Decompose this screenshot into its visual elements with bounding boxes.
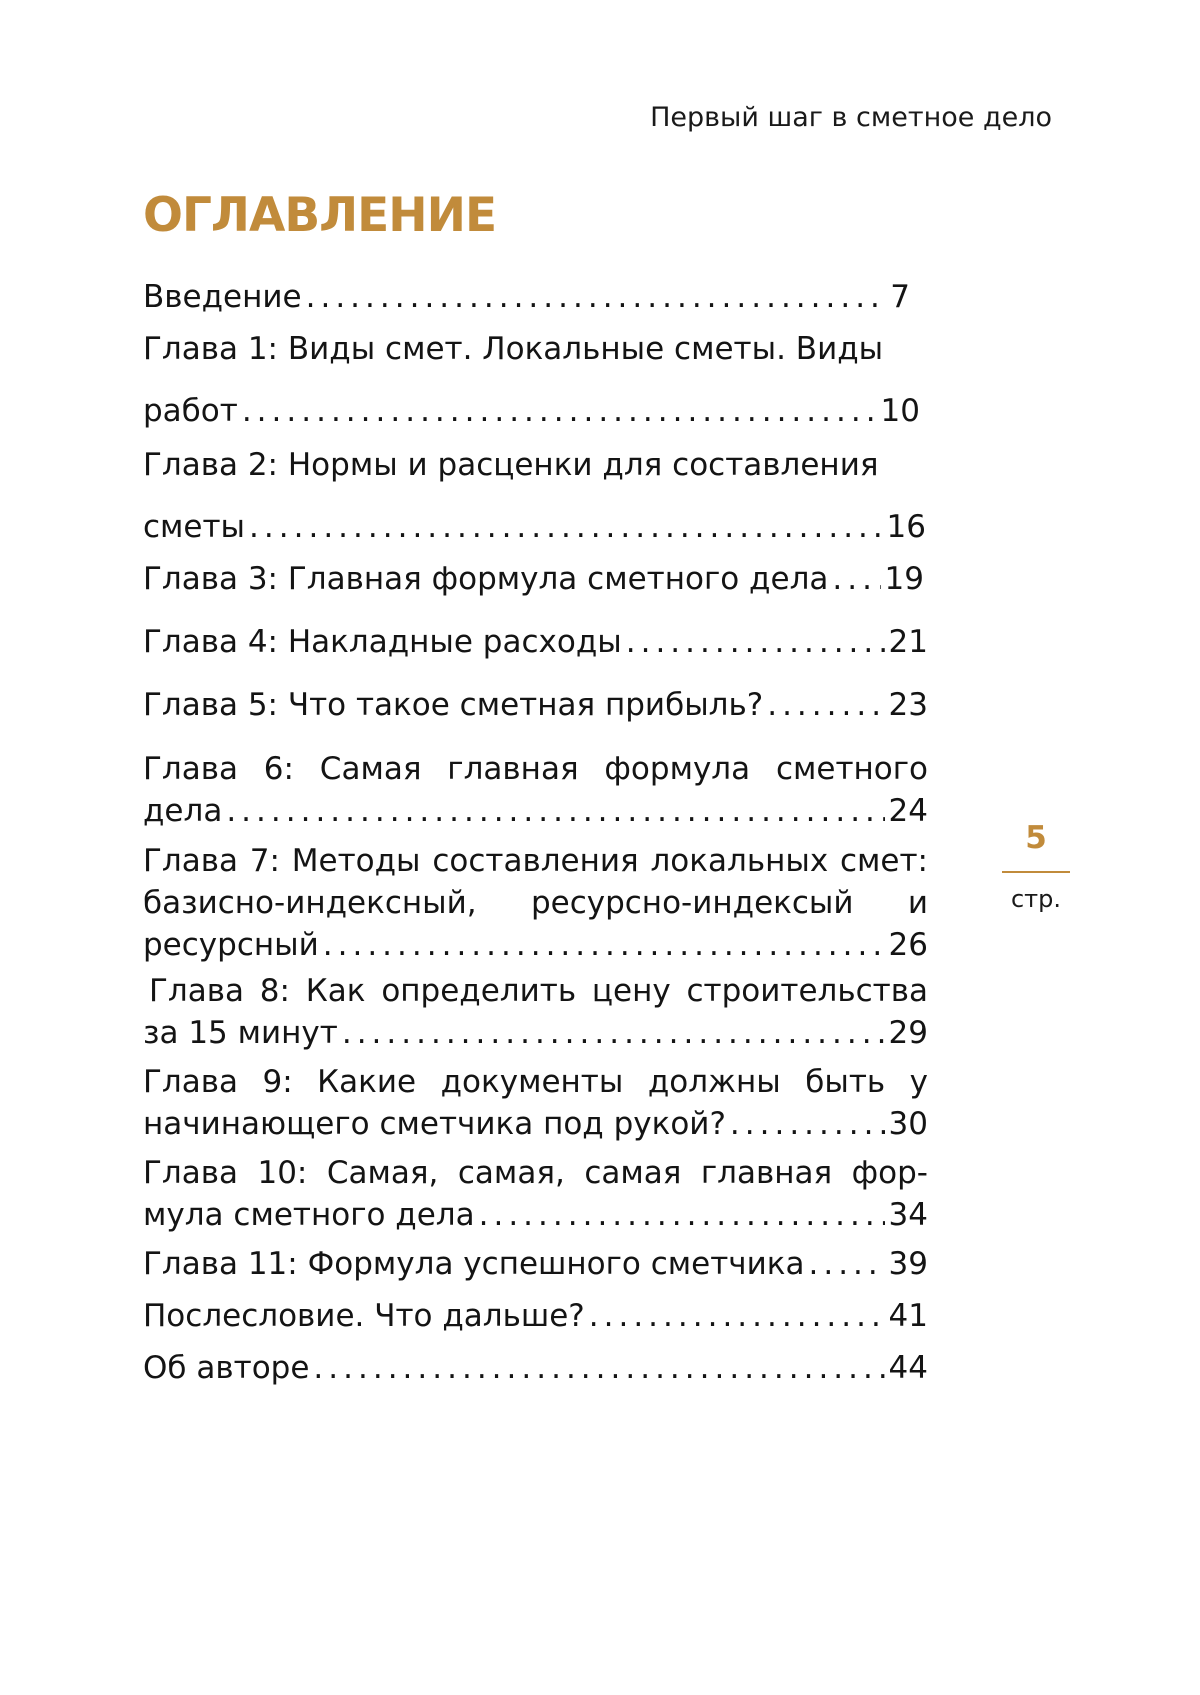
toc-page-number: 21 bbox=[888, 624, 928, 660]
page-marker-rule bbox=[1002, 871, 1070, 873]
dot-leader bbox=[249, 506, 883, 548]
toc-entry-chapter-5[interactable] bbox=[143, 684, 928, 726]
dot-leader bbox=[809, 1243, 885, 1285]
toc-page-number: 44 bbox=[888, 1350, 928, 1386]
toc-page-number: 39 bbox=[888, 1246, 928, 1282]
toc-page-number: 16 bbox=[886, 509, 926, 545]
toc-entry-text: Глава 3: Главная формула сметного дела bbox=[143, 561, 829, 597]
toc-page-number: 7 bbox=[890, 279, 910, 315]
dot-leader bbox=[626, 621, 885, 663]
dot-leader bbox=[589, 1295, 885, 1337]
toc-entry-text: ресурсный bbox=[143, 927, 319, 963]
toc-page-number: 24 bbox=[888, 793, 928, 829]
toc-entry-text: базисно-индексный, ресурсно-индексый и bbox=[143, 885, 928, 921]
running-header: Первый шаг в сметное дело bbox=[650, 102, 1052, 133]
toc-entry-afterword[interactable] bbox=[143, 1295, 928, 1337]
toc-entry-text: Глава 7: Методы составления локальных смет: bbox=[143, 843, 928, 879]
dot-leader bbox=[306, 276, 887, 318]
page-number: 5 bbox=[1025, 820, 1047, 856]
page-marker bbox=[1001, 818, 1071, 913]
dot-leader bbox=[313, 1347, 884, 1389]
toc-entry-introduction[interactable] bbox=[143, 276, 928, 318]
toc-page-number: 23 bbox=[888, 687, 928, 723]
dot-leader bbox=[767, 684, 884, 726]
toc-entry-text: Послесловие. Что дальше? bbox=[143, 1298, 585, 1334]
toc-entry-text: Глава 6: Самая главная формула сметного bbox=[143, 751, 928, 787]
toc-entry-chapter-1[interactable] bbox=[143, 328, 928, 432]
toc-page-number: 29 bbox=[888, 1015, 928, 1051]
toc-entry-text: Об авторе bbox=[143, 1350, 310, 1386]
toc-page-number: 34 bbox=[888, 1197, 928, 1233]
dot-leader bbox=[242, 390, 877, 432]
toc-entry-text: Глава 9: Какие документы должны быть у bbox=[143, 1064, 928, 1100]
toc-entry-text: мула сметного дела bbox=[143, 1197, 475, 1233]
toc-entry-text: работ bbox=[143, 393, 238, 429]
toc-entry-chapter-9[interactable] bbox=[143, 1061, 928, 1145]
toc-title: ОГЛАВЛЕНИЕ bbox=[143, 188, 497, 243]
toc-page-number: 26 bbox=[888, 927, 928, 963]
dot-leader bbox=[832, 558, 880, 600]
toc-entry-chapter-6[interactable] bbox=[143, 748, 928, 832]
dot-leader bbox=[479, 1194, 885, 1236]
toc-entry-chapter-7[interactable] bbox=[143, 840, 928, 966]
toc-entry-chapter-2[interactable] bbox=[143, 444, 928, 548]
toc-entry-text: сметы bbox=[143, 509, 246, 545]
toc-entry-text: начинающего сметчика под рукой? bbox=[143, 1106, 726, 1142]
toc-entry-text: Глава 10: Самая, самая, самая главная фор- bbox=[143, 1155, 928, 1191]
toc-entry-text: за 15 минут bbox=[143, 1015, 338, 1051]
toc-page-number: 10 bbox=[880, 393, 920, 429]
toc-entry-text: Глава 1: Виды смет. Локальные сметы. Виды bbox=[143, 331, 884, 367]
toc-entry-text: Глава 11: Формула успешного сметчика bbox=[143, 1246, 805, 1282]
dot-leader bbox=[226, 790, 884, 832]
toc-page-number: 41 bbox=[888, 1298, 928, 1334]
toc-entry-text: Введение bbox=[143, 279, 302, 315]
toc-entry-text: Глава 4: Накладные расходы bbox=[143, 624, 622, 660]
toc-entry-chapter-11[interactable] bbox=[143, 1243, 928, 1285]
toc-entry-chapter-10[interactable] bbox=[143, 1152, 928, 1236]
toc-entry-text: Глава 2: Нормы и расценки для составления bbox=[143, 447, 879, 483]
dot-leader bbox=[323, 924, 885, 966]
toc-entry-text: дела bbox=[143, 793, 223, 829]
toc-entry-chapter-4[interactable] bbox=[143, 621, 928, 663]
toc-entry-about-author[interactable] bbox=[143, 1347, 928, 1389]
toc-page-number: 30 bbox=[888, 1106, 928, 1142]
toc-entry-chapter-3[interactable] bbox=[143, 558, 928, 600]
dot-leader bbox=[342, 1012, 885, 1054]
toc-page-number: 19 bbox=[884, 561, 924, 597]
page-label: стр. bbox=[1010, 885, 1062, 913]
toc-entry-text: Глава 5: Что такое сметная прибыль? bbox=[143, 687, 764, 723]
dot-leader bbox=[730, 1103, 885, 1145]
toc-entry-text: Глава 8: Как определить цену строительства bbox=[149, 973, 928, 1009]
toc-entry-chapter-8[interactable] bbox=[143, 970, 928, 1054]
